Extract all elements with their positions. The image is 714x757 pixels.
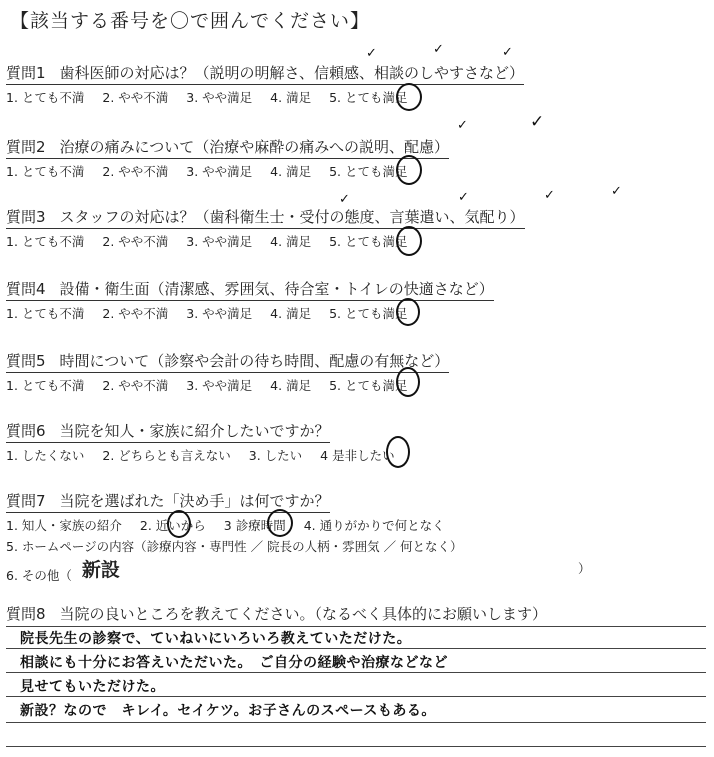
selection-circle-q7-3 [267, 509, 293, 537]
answer-line-4: 新設？なので キレイ。セイケツ。お子さんのスペースもある。 [20, 703, 436, 719]
q2-option-1[interactable]: 1. とても不満 [6, 164, 85, 179]
q6-option-4[interactable]: 4 是非したい [320, 448, 395, 463]
answer-line-2: 相談にも十分にお答えいただいた。 ご自分の経験や治療などなど [20, 655, 448, 671]
q6-option-2[interactable]: 2. どちらとも言えない [102, 448, 231, 463]
check-mark-icon: ✓ [366, 46, 377, 61]
q5-option-3[interactable]: 3. やや満足 [186, 378, 253, 393]
check-mark-icon: ✓ [433, 42, 444, 57]
question-3 [6, 206, 626, 250]
answer-rule [6, 626, 706, 627]
selection-circle-q3 [396, 226, 422, 256]
question-6-number: 質問6 [6, 422, 46, 440]
question-5-title [6, 350, 449, 373]
q4-option-1[interactable]: 1. とても不満 [6, 306, 85, 321]
q3-option-2[interactable]: 2. やや不満 [102, 234, 169, 249]
q2-option-5[interactable]: 5. とても満足 [329, 164, 408, 179]
question-5-options [6, 376, 626, 394]
question-7 [6, 490, 626, 586]
question-8-text: 当院の良いところを教えてください。（なるべく具体的にお願いします） [59, 605, 548, 623]
q1-option-4[interactable]: 4. 満足 [270, 90, 312, 105]
q6-option-3[interactable]: 3. したい [248, 448, 303, 463]
q5-option-5[interactable]: 5. とても満足 [329, 378, 408, 393]
answer-rule [6, 746, 706, 747]
q4-option-5[interactable]: 5. とても満足 [329, 306, 408, 321]
selection-circle-q1 [396, 83, 422, 111]
answer-rule [6, 722, 706, 723]
question-4-title [6, 278, 494, 301]
question-1-options [6, 88, 626, 106]
q6-option-1[interactable]: 1. したくない [6, 448, 85, 463]
q5-option-1[interactable]: 1. とても不満 [6, 378, 85, 393]
q7-option-1[interactable]: 1. 知人・家族の紹介 [6, 518, 122, 533]
selection-circle-q5 [396, 367, 420, 397]
question-7-options [6, 516, 626, 534]
question-8-title [6, 603, 626, 624]
q7-option-6-close: ） [578, 561, 591, 576]
question-8-number: 質問8 [6, 605, 46, 623]
check-mark-icon: ✓ [530, 112, 545, 132]
q5-option-4[interactable]: 4. 満足 [270, 378, 312, 393]
q2-option-2[interactable]: 2. やや不満 [102, 164, 169, 179]
question-3-title [6, 206, 525, 229]
q7-option-6[interactable] [6, 559, 626, 586]
check-mark-icon: ✓ [458, 190, 469, 205]
q2-option-4[interactable]: 4. 満足 [270, 164, 312, 179]
q1-option-3[interactable]: 3. やや満足 [186, 90, 253, 105]
q3-option-4[interactable]: 4. 満足 [270, 234, 312, 249]
question-2-title [6, 136, 449, 159]
question-2 [6, 136, 626, 180]
selection-circle-q6 [386, 436, 410, 468]
question-6-text: 当院を知人・家族に紹介したいですか？ [59, 422, 330, 440]
check-mark-icon: ✓ [457, 118, 468, 133]
check-mark-icon: ✓ [544, 188, 555, 203]
check-mark-icon: ✓ [611, 184, 622, 199]
q3-option-3[interactable]: 3. やや満足 [186, 234, 253, 249]
question-3-text: スタッフの対応は？（歯科衛生士・受付の態度、言葉遣い、気配り） [59, 208, 525, 226]
question-8 [6, 603, 626, 624]
question-1-number: 質問1 [6, 64, 46, 82]
answer-rule [6, 696, 706, 697]
q4-option-3[interactable]: 3. やや満足 [186, 306, 253, 321]
check-mark-icon: ✓ [502, 45, 513, 60]
q7-option-2[interactable]: 2. 近いから [139, 518, 206, 533]
selection-circle-q2 [396, 155, 422, 185]
question-1-title [6, 62, 524, 85]
page-title: 【該当する番号を〇で囲んでください】 [10, 10, 371, 32]
question-4-options [6, 304, 626, 322]
q7-option-4[interactable]: 4. 通りがかりで何となく [303, 518, 445, 533]
answer-line-3: 見せてもいただけた。 [20, 679, 165, 695]
answer-rule [6, 648, 706, 649]
question-4-text: 設備・衛生面（清潔感、雰囲気、待合室・トイレの快適さなど） [59, 280, 494, 298]
q1-option-5[interactable]: 5. とても満足 [329, 90, 408, 105]
q3-option-1[interactable]: 1. とても不満 [6, 234, 85, 249]
selection-circle-q7-2 [167, 510, 191, 538]
q4-option-2[interactable]: 2. やや不満 [102, 306, 169, 321]
q7-option-6-handwritten: 新設 [81, 559, 120, 581]
question-1 [6, 62, 626, 106]
selection-circle-q4 [396, 298, 420, 326]
question-1-text: 歯科医師の対応は？（説明の明解さ、信頼感、相談のしやすさなど） [59, 64, 524, 82]
q1-option-1[interactable]: 1. とても不満 [6, 90, 85, 105]
question-5 [6, 350, 626, 394]
q7-option-3[interactable]: 3 診療時間 [223, 518, 286, 533]
question-2-text: 治療の痛みについて（治療や麻酔の痛みへの説明、配慮） [59, 138, 449, 156]
question-5-number: 質問5 [6, 352, 46, 370]
question-6-title [6, 420, 330, 443]
question-2-options [6, 162, 626, 180]
question-7-text: 当院を選ばれた「決め手」は何ですか？ [59, 492, 330, 510]
q2-option-3[interactable]: 3. やや満足 [186, 164, 253, 179]
q7-option-6-label: 6. その他（ [6, 568, 72, 583]
question-6-options [6, 446, 626, 464]
question-7-number: 質問7 [6, 492, 46, 510]
question-2-number: 質問2 [6, 138, 46, 156]
answer-line-1: 院長先生の診察で、ていねいにいろいろ教えていただけた。 [20, 631, 412, 647]
answer-rule [6, 672, 706, 673]
q1-option-2[interactable]: 2. やや不満 [102, 90, 169, 105]
check-mark-icon: ✓ [339, 192, 350, 207]
question-4-number: 質問4 [6, 280, 46, 298]
question-4 [6, 278, 626, 322]
question-3-number: 質問3 [6, 208, 46, 226]
q4-option-4[interactable]: 4. 満足 [270, 306, 312, 321]
question-6 [6, 420, 626, 464]
q7-option-5[interactable]: 5. ホームページの内容（診療内容・専門性 ／ 院長の人柄・雰囲気 ／ 何となく） [6, 539, 463, 554]
q3-option-5[interactable]: 5. とても満足 [329, 234, 408, 249]
q5-option-2[interactable]: 2. やや不満 [102, 378, 169, 393]
question-3-options [6, 232, 626, 250]
question-5-text: 時間について（診察や会計の待ち時間、配慮の有無など） [59, 352, 450, 370]
